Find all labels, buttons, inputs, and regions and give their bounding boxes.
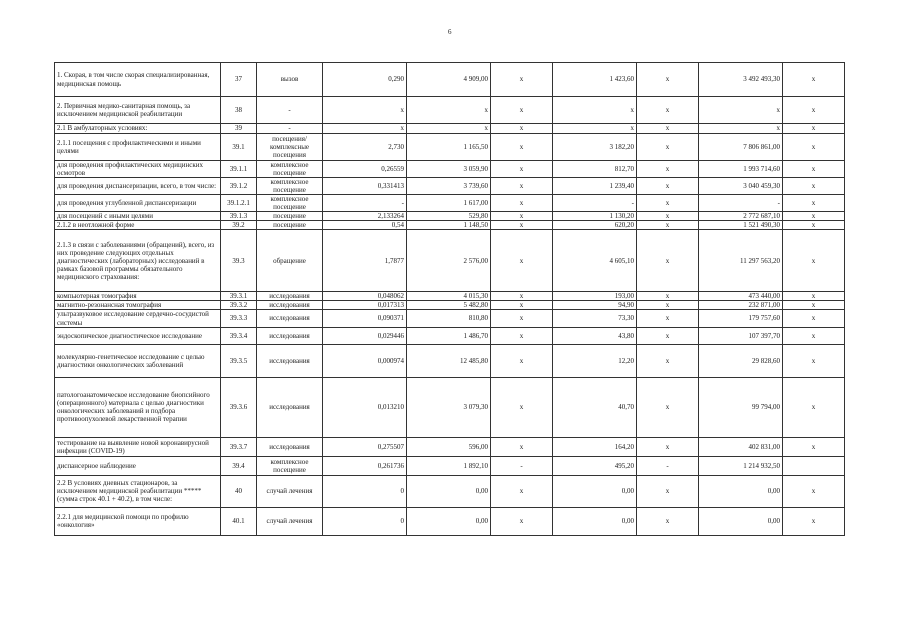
col-x2: x xyxy=(637,134,699,161)
total-amount: 0,00 xyxy=(699,475,783,507)
line-code: 39.4 xyxy=(221,456,257,475)
total-amount: 0,00 xyxy=(699,507,783,535)
col-x2: x xyxy=(637,310,699,327)
unit: комплексное посещение xyxy=(257,195,323,212)
row-name: тестирование на выявление новой коронавирусной инфекции (COVID-19) xyxy=(55,437,221,456)
volume-norm: 0,331413 xyxy=(323,178,407,195)
col-x3: x xyxy=(783,344,845,377)
table-row xyxy=(55,212,845,221)
col-x1: x xyxy=(491,327,553,344)
unit: исследования xyxy=(257,437,323,456)
per-capita: x xyxy=(553,124,637,134)
col-x1: x xyxy=(491,377,553,437)
volume-norm: 0,26559 xyxy=(323,161,407,178)
unit: вызов xyxy=(257,63,323,97)
cost-norm: 810,80 xyxy=(407,310,491,327)
cost-norm: 1 165,50 xyxy=(407,134,491,161)
cost-norm: 1 148,50 xyxy=(407,221,491,230)
cost-norm: 529,80 xyxy=(407,212,491,221)
volume-norm: 0,000974 xyxy=(323,344,407,377)
col-x3: x xyxy=(783,124,845,134)
row-name: ультразвуковое исследование сердечно-сосудистой системы xyxy=(55,310,221,327)
unit: посещение xyxy=(257,221,323,230)
per-capita: 4 605,10 xyxy=(553,230,637,292)
col-x3: x xyxy=(783,437,845,456)
line-code: 39.3.6 xyxy=(221,377,257,437)
table-row xyxy=(55,377,845,437)
table-row xyxy=(55,327,845,344)
per-capita: x xyxy=(553,97,637,124)
page-number: 6 xyxy=(448,28,452,36)
volume-norm: 0,090371 xyxy=(323,310,407,327)
table-row xyxy=(55,475,845,507)
funding-table xyxy=(54,62,845,536)
unit: исследования xyxy=(257,301,323,310)
volume-norm: 2,730 xyxy=(323,134,407,161)
col-x3: x xyxy=(783,507,845,535)
line-code: 38 xyxy=(221,97,257,124)
unit: комплексное посещение xyxy=(257,178,323,195)
per-capita: 0,00 xyxy=(553,475,637,507)
total-amount: 1 993 714,60 xyxy=(699,161,783,178)
col-x1: x xyxy=(491,161,553,178)
col-x2: x xyxy=(637,301,699,310)
per-capita: 73,30 xyxy=(553,310,637,327)
col-x2: x xyxy=(637,377,699,437)
table-row xyxy=(55,161,845,178)
row-name: для проведения углубленной диспансеризации xyxy=(55,195,221,212)
unit: исследования xyxy=(257,344,323,377)
unit: - xyxy=(257,97,323,124)
total-amount: 2 772 687,10 xyxy=(699,212,783,221)
col-x1: x xyxy=(491,301,553,310)
cost-norm: 3 079,30 xyxy=(407,377,491,437)
col-x2: x xyxy=(637,161,699,178)
col-x1: x xyxy=(491,212,553,221)
total-amount: 29 828,60 xyxy=(699,344,783,377)
cost-norm: x xyxy=(407,124,491,134)
col-x1: x xyxy=(491,134,553,161)
table-row xyxy=(55,456,845,475)
col-x1: x xyxy=(491,507,553,535)
line-code: 40.1 xyxy=(221,507,257,535)
per-capita: 1 423,60 xyxy=(553,63,637,97)
col-x2: x xyxy=(637,63,699,97)
cost-norm: 3 059,90 xyxy=(407,161,491,178)
col-x3: x xyxy=(783,134,845,161)
col-x3: x xyxy=(783,161,845,178)
col-x3: x xyxy=(783,195,845,212)
table-row xyxy=(55,310,845,327)
per-capita: 620,20 xyxy=(553,221,637,230)
unit: обращение xyxy=(257,230,323,292)
unit: исследования xyxy=(257,292,323,301)
total-amount: 1 521 490,30 xyxy=(699,221,783,230)
col-x3: x xyxy=(783,63,845,97)
col-x3: x xyxy=(783,230,845,292)
volume-norm: 0 xyxy=(323,475,407,507)
total-amount: x xyxy=(699,124,783,134)
line-code: 39.1 xyxy=(221,134,257,161)
col-x2: x xyxy=(637,124,699,134)
per-capita: 193,00 xyxy=(553,292,637,301)
col-x3: x xyxy=(783,212,845,221)
line-code: 39.1.1 xyxy=(221,161,257,178)
col-x2: x xyxy=(637,221,699,230)
row-name: диспансерное наблюдение xyxy=(55,456,221,475)
total-amount: 179 757,60 xyxy=(699,310,783,327)
cost-norm: 596,00 xyxy=(407,437,491,456)
line-code: 39 xyxy=(221,124,257,134)
col-x2: x xyxy=(637,212,699,221)
cost-norm: 0,00 xyxy=(407,475,491,507)
row-name: молекулярно-генетическое исследование с целью диагностики онкологических заболеваний xyxy=(55,344,221,377)
col-x1: x xyxy=(491,178,553,195)
col-x3 xyxy=(783,456,845,475)
line-code: 39.3.4 xyxy=(221,327,257,344)
unit: исследования xyxy=(257,377,323,437)
col-x1: x xyxy=(491,221,553,230)
unit: посещение xyxy=(257,212,323,221)
table-row xyxy=(55,344,845,377)
row-name: патологоанатомическое исследование биопсийного (операционного) материала с целью диагностики онкологических заболеваний и подбора противоопухолевой лекарственной терапии xyxy=(55,377,221,437)
table-row xyxy=(55,178,845,195)
per-capita: 94,90 xyxy=(553,301,637,310)
unit: случай лечения xyxy=(257,475,323,507)
table-row xyxy=(55,221,845,230)
line-code: 39.3.1 xyxy=(221,292,257,301)
cost-norm: x xyxy=(407,97,491,124)
unit: комплексное посещение xyxy=(257,161,323,178)
line-code: 39.3 xyxy=(221,230,257,292)
table-row xyxy=(55,230,845,292)
total-amount: 99 794,00 xyxy=(699,377,783,437)
per-capita: 40,70 xyxy=(553,377,637,437)
row-name: 2.1 В амбулаторных условиях: xyxy=(55,124,221,134)
col-x2: x xyxy=(637,475,699,507)
row-name: 2.1.3 в связи с заболеваниями (обращений), всего, из них проведение следующих отдельных диагностических (лабораторных) исследований в рамках базовой программы обязательного медицинского страхования: xyxy=(55,230,221,292)
per-capita: 0,00 xyxy=(553,507,637,535)
per-capita: 12,20 xyxy=(553,344,637,377)
col-x2: x xyxy=(637,97,699,124)
col-x3: x xyxy=(783,475,845,507)
cost-norm: 1 486,70 xyxy=(407,327,491,344)
cost-norm: 3 739,60 xyxy=(407,178,491,195)
row-name: для посещений с иными целями xyxy=(55,212,221,221)
volume-norm: 0,029446 xyxy=(323,327,407,344)
total-amount: 1 214 932,50 xyxy=(699,456,783,475)
cost-norm: 5 482,80 xyxy=(407,301,491,310)
line-code: 39.3.5 xyxy=(221,344,257,377)
volume-norm: 0,261736 xyxy=(323,456,407,475)
col-x3: x xyxy=(783,178,845,195)
total-amount: 232 871,00 xyxy=(699,301,783,310)
col-x3: x xyxy=(783,327,845,344)
volume-norm: 0,275507 xyxy=(323,437,407,456)
line-code: 39.3.7 xyxy=(221,437,257,456)
col-x1: x xyxy=(491,230,553,292)
line-code: 39.1.2.1 xyxy=(221,195,257,212)
volume-norm: - xyxy=(323,195,407,212)
col-x2: x xyxy=(637,437,699,456)
total-amount: 3 040 459,30 xyxy=(699,178,783,195)
row-name: для проведения диспансеризации, всего, в том числе: xyxy=(55,178,221,195)
row-name: 2.2 В условиях дневных стационаров, за исключением медицинской реабилитации ***** (сумма строк 40.1 + 40.2), в том числе: xyxy=(55,475,221,507)
unit: комплексное посещение xyxy=(257,456,323,475)
col-x2: x xyxy=(637,292,699,301)
cost-norm: 2 576,00 xyxy=(407,230,491,292)
table-row xyxy=(55,301,845,310)
per-capita: 1 130,20 xyxy=(553,212,637,221)
col-x3: x xyxy=(783,292,845,301)
col-x2: x xyxy=(637,507,699,535)
per-capita: - xyxy=(553,195,637,212)
row-name: 2.1.1 посещения с профилактическими и иными целями xyxy=(55,134,221,161)
volume-norm: 0,54 xyxy=(323,221,407,230)
col-x2: x xyxy=(637,230,699,292)
line-code: 39.1.3 xyxy=(221,212,257,221)
cost-norm: 1 892,10 xyxy=(407,456,491,475)
line-code: 39.1.2 xyxy=(221,178,257,195)
table-row xyxy=(55,292,845,301)
volume-norm: x xyxy=(323,97,407,124)
col-x3: x xyxy=(783,221,845,230)
table-row xyxy=(55,195,845,212)
total-amount: - xyxy=(699,195,783,212)
unit: случай лечения xyxy=(257,507,323,535)
row-name: компьютерная томография xyxy=(55,292,221,301)
table-row xyxy=(55,507,845,535)
per-capita: 3 182,20 xyxy=(553,134,637,161)
volume-norm: 0,048062 xyxy=(323,292,407,301)
col-x1: x xyxy=(491,124,553,134)
line-code: 39.2 xyxy=(221,221,257,230)
unit: посещения/комплексные посещения xyxy=(257,134,323,161)
col-x1: - xyxy=(491,456,553,475)
volume-norm: 0,017313 xyxy=(323,301,407,310)
per-capita: 43,80 xyxy=(553,327,637,344)
col-x3: x xyxy=(783,97,845,124)
col-x2: x xyxy=(637,195,699,212)
volume-norm: 0,013210 xyxy=(323,377,407,437)
volume-norm: 0 xyxy=(323,507,407,535)
table-row xyxy=(55,97,845,124)
per-capita: 1 239,40 xyxy=(553,178,637,195)
total-amount: 7 806 861,00 xyxy=(699,134,783,161)
unit: - xyxy=(257,124,323,134)
volume-norm: 1,7877 xyxy=(323,230,407,292)
col-x1: x xyxy=(491,97,553,124)
table-row xyxy=(55,124,845,134)
col-x1: x xyxy=(491,437,553,456)
cost-norm: 0,00 xyxy=(407,507,491,535)
total-amount: 473 440,00 xyxy=(699,292,783,301)
unit: исследования xyxy=(257,327,323,344)
col-x1: x xyxy=(491,475,553,507)
row-name: 2. Первичная медико-санитарная помощь, за исключением медицинской реабилитации xyxy=(55,97,221,124)
cost-norm: 1 617,00 xyxy=(407,195,491,212)
total-amount: 3 492 493,30 xyxy=(699,63,783,97)
col-x1: x xyxy=(491,63,553,97)
row-name: 2.2.1 для медицинской помощи по профилю «онкология» xyxy=(55,507,221,535)
col-x3: x xyxy=(783,301,845,310)
cost-norm: 12 485,80 xyxy=(407,344,491,377)
per-capita: 164,20 xyxy=(553,437,637,456)
per-capita: 812,70 xyxy=(553,161,637,178)
col-x3: x xyxy=(783,310,845,327)
col-x2: x xyxy=(637,178,699,195)
row-name: эндоскопическое диагностическое исследование xyxy=(55,327,221,344)
col-x1: x xyxy=(491,195,553,212)
row-name: магнитно-резонансная томография xyxy=(55,301,221,310)
line-code: 39.3.2 xyxy=(221,301,257,310)
line-code: 40 xyxy=(221,475,257,507)
row-name: 2.1.2 в неотложной форме xyxy=(55,221,221,230)
unit: исследования xyxy=(257,310,323,327)
total-amount: 107 397,70 xyxy=(699,327,783,344)
volume-norm: x xyxy=(323,124,407,134)
row-name: для проведения профилактических медицинских осмотров xyxy=(55,161,221,178)
col-x2: x xyxy=(637,344,699,377)
col-x1: x xyxy=(491,292,553,301)
col-x2: - xyxy=(637,456,699,475)
table-row xyxy=(55,63,845,97)
row-name: 1. Скорая, в том числе скорая специализированная, медицинская помощь xyxy=(55,63,221,97)
total-amount: 402 831,00 xyxy=(699,437,783,456)
per-capita: 495,20 xyxy=(553,456,637,475)
total-amount: 11 297 563,20 xyxy=(699,230,783,292)
col-x1: x xyxy=(491,344,553,377)
line-code: 39.3.3 xyxy=(221,310,257,327)
cost-norm: 4 909,00 xyxy=(407,63,491,97)
volume-norm: 0,290 xyxy=(323,63,407,97)
table-row xyxy=(55,134,845,161)
total-amount: x xyxy=(699,97,783,124)
col-x1: x xyxy=(491,310,553,327)
col-x2: x xyxy=(637,327,699,344)
col-x3: x xyxy=(783,377,845,437)
table-row xyxy=(55,437,845,456)
volume-norm: 2,133264 xyxy=(323,212,407,221)
cost-norm: 4 015,30 xyxy=(407,292,491,301)
line-code: 37 xyxy=(221,63,257,97)
